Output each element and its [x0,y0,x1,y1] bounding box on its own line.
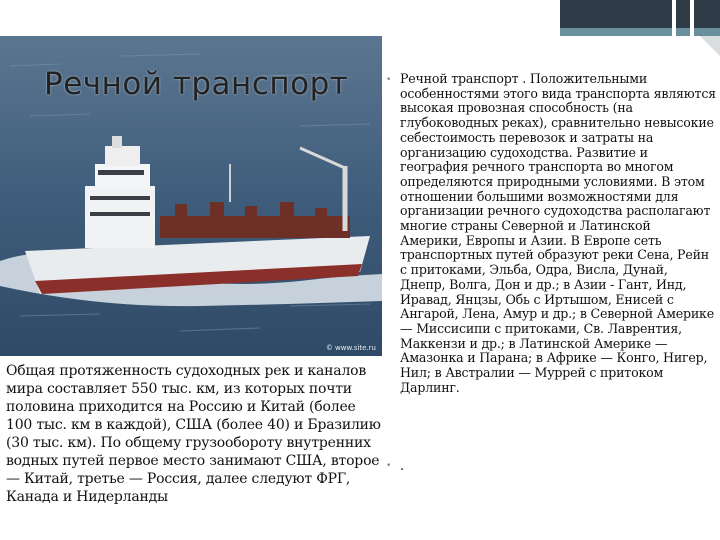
bullet-text-2: . [400,459,405,474]
bullet-icon: • [386,461,392,471]
top-teal-stripe [560,28,720,36]
top-decor-bar [0,0,720,36]
top-dark-stripe [560,0,720,28]
slide-title: Речной транспорт [44,66,349,102]
left-paragraph: Общая протяженность судоходных рек и каналов мира составляет 550 тыс. км, из которых почти половина приходится на Россию и Китай (более 100 тыс. км в каждой), США (более 40) и Бразилию (30 тыс. км). По общему грузообороту внутренних водных путей первое место занимают США, второе — Китай, третье — Россия, далее следуют ФРГ, Канада и Нидерланды [6,363,381,505]
bullet-icon: • [386,75,392,85]
top-tick [690,0,694,36]
page-curl-corner [700,36,720,56]
bullet-text-1: Речной транспорт . Положительными особенностями этого вида транспорта являются высокая провозная способность (на глубоководных реках), сравнительно невысокие себестоимость перевозок и затраты на организацию судоходства. Развитие и география речного транспорта во многом определяются природными условиями. В этом отношении большими возможностями для организации речного судоходства располагают многие страны Северной и Латинской Америки, Европы и Азии. В Европе сеть транспортных путей образуют реки Сена, Рейн с притоками, Эльба, Одра, Висла, Дунай, Днепр, Волга, Дон и др.; в Азии - Гант, Инд, Иравад, Янцзы, Обь с Иртышом, Енисей с Ангарой, Лена, Амур и др.; в Северной Америке — Миссисипи с притоками, Св. Лаврентия, Маккензи и др.; в Латинской Америке — Амазонка и Парана; в Африке — Конго, Нигер, Нил; в Австралии — Муррей с притоком Дарлинг. [400,71,716,395]
photo-caption: © www.site.ru [325,344,376,352]
top-tick [672,0,676,36]
